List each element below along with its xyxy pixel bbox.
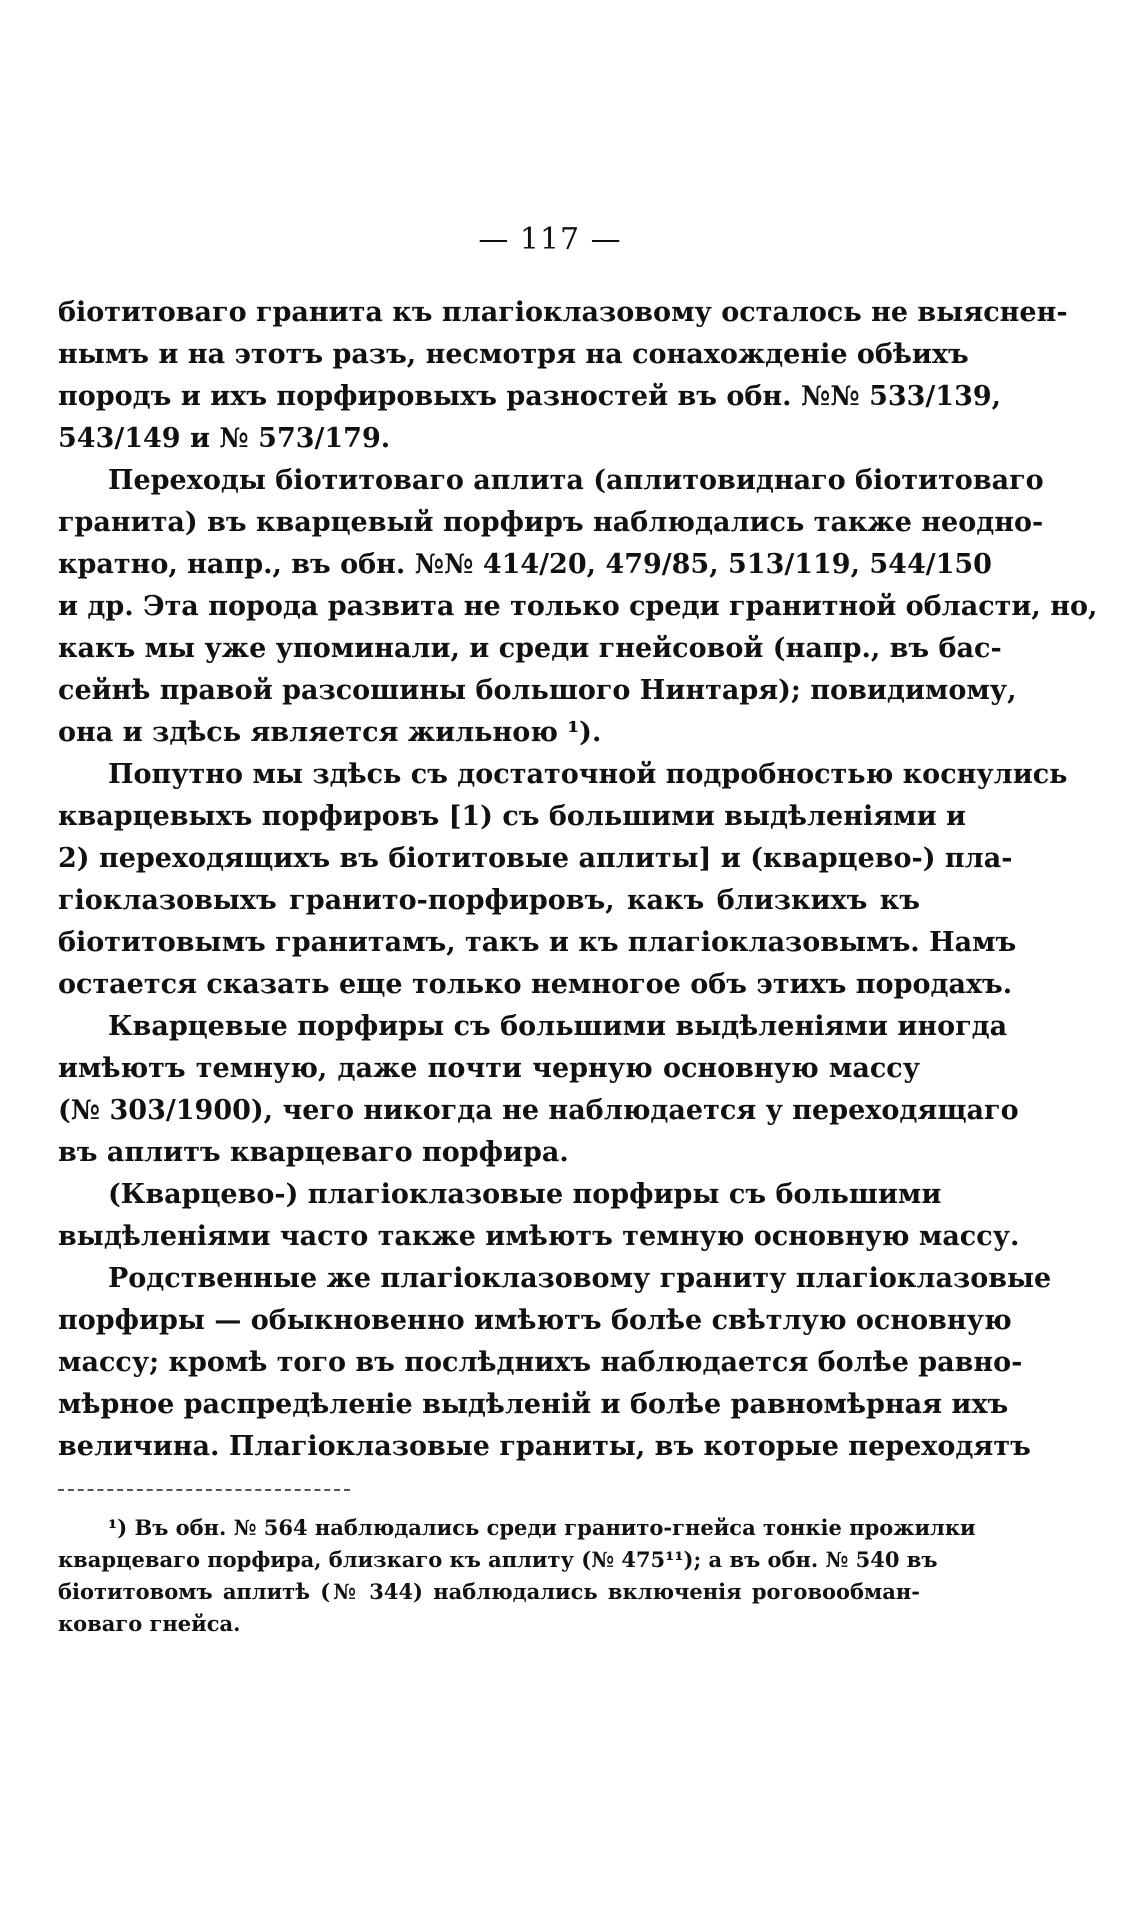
footnote-line: ¹) Въ обн. № 564 наблюдались среди гранито-гнейса тонкіе прожилки: [108, 1515, 976, 1540]
text-line: (Кварцево-) плагіоклазовые порфиры съ большими: [108, 1179, 942, 1210]
paragraph-3: [58, 754, 1068, 1006]
text-line: породъ и ихъ порфировыхъ разностей въ обн. №№ 533/139,: [58, 381, 1002, 412]
text-line: величина. Плагіоклазовые граниты, въ которые переходятъ: [58, 1431, 1031, 1462]
page-number: — 117 —: [478, 222, 622, 257]
text-line: какъ мы уже упоминали, и среди гнейсовой (напр., въ бас-: [58, 633, 1002, 664]
text-line: сейнѣ правой разсошины большого Нинтаря); повидимому,: [58, 675, 1017, 706]
text-line: мѣрное распредѣленіе выдѣленій и болѣе равномѣрная ихъ: [58, 1389, 1009, 1420]
text-line: порфиры — обыкновенно имѣютъ болѣе свѣтлую основную: [58, 1305, 1012, 1336]
text-line: остается сказать еще только немногое объ этихъ породахъ.: [58, 969, 1013, 1000]
text-line: нымъ и на этотъ разъ, несмотря на сонахожденіе обѣихъ: [58, 339, 969, 370]
footnote-line: коваго гнейса.: [58, 1611, 241, 1636]
footnote-line: біотитовомъ аплитѣ (№ 344) наблюдались включенія роговообман-: [58, 1579, 920, 1604]
text-line: (№ 303/1900), чего никогда не наблюдается у переходящаго: [58, 1095, 1019, 1126]
text-line: Переходы біотитоваго аплита (аплитовиднаго біотитоваго: [108, 465, 1044, 496]
paragraph-4: [58, 1006, 1019, 1174]
footnote-line: кварцеваго порфира, близкаго къ аплиту (№ 475¹¹); а въ обн. № 540 въ: [58, 1547, 938, 1572]
text-line: кварцевыхъ порфировъ [1) съ большими выдѣленіями и: [58, 801, 967, 832]
text-line: гіоклазовыхъ гранито-порфировъ, какъ близкихъ къ: [58, 885, 920, 916]
text-line: она и здѣсь является жильною ¹).: [58, 717, 602, 748]
text-line: 2) переходящихъ въ біотитовые аплиты] и (кварцево-) пла-: [58, 843, 1013, 874]
text-line: гранита) въ кварцевый порфиръ наблюдались также неодно-: [58, 507, 1044, 538]
paragraph-1: [58, 292, 1068, 460]
text-line: массу; кромѣ того въ послѣднихъ наблюдается болѣе равно-: [58, 1347, 1023, 1378]
text-line: Попутно мы здѣсь съ достаточной подробностью коснулись: [108, 759, 1068, 790]
text-line: біотитовымъ гранитамъ, такъ и къ плагіоклазовымъ. Намъ: [58, 927, 1017, 958]
paragraph-5: [58, 1174, 1020, 1258]
footnote-divider: [58, 1489, 350, 1491]
text-line: выдѣленіями часто также имѣютъ темную основную массу.: [58, 1221, 1020, 1252]
paragraph-2: [58, 460, 1098, 754]
text-line: имѣютъ темную, даже почти черную основную массу: [58, 1053, 920, 1084]
text-line: Кварцевые порфиры съ большими выдѣленіями иногда: [108, 1011, 1008, 1042]
text-line: 543/149 и № 573/179.: [58, 423, 391, 454]
text-line: въ аплитъ кварцеваго порфира.: [58, 1137, 569, 1168]
text-line: біотитоваго гранита къ плагіоклазовому осталось не выяснен-: [58, 297, 1068, 328]
paragraph-6: [58, 1258, 1052, 1468]
main-text: [58, 292, 1098, 1468]
footnote: [58, 1512, 976, 1640]
text-line: кратно, напр., въ обн. №№ 414/20, 479/85, 513/119, 544/150: [58, 549, 992, 580]
text-line: Родственные же плагіоклазовому граниту плагіоклазовые: [108, 1263, 1052, 1294]
text-line: и др. Эта порода развита не только среди гранитной области, но,: [58, 591, 1098, 622]
